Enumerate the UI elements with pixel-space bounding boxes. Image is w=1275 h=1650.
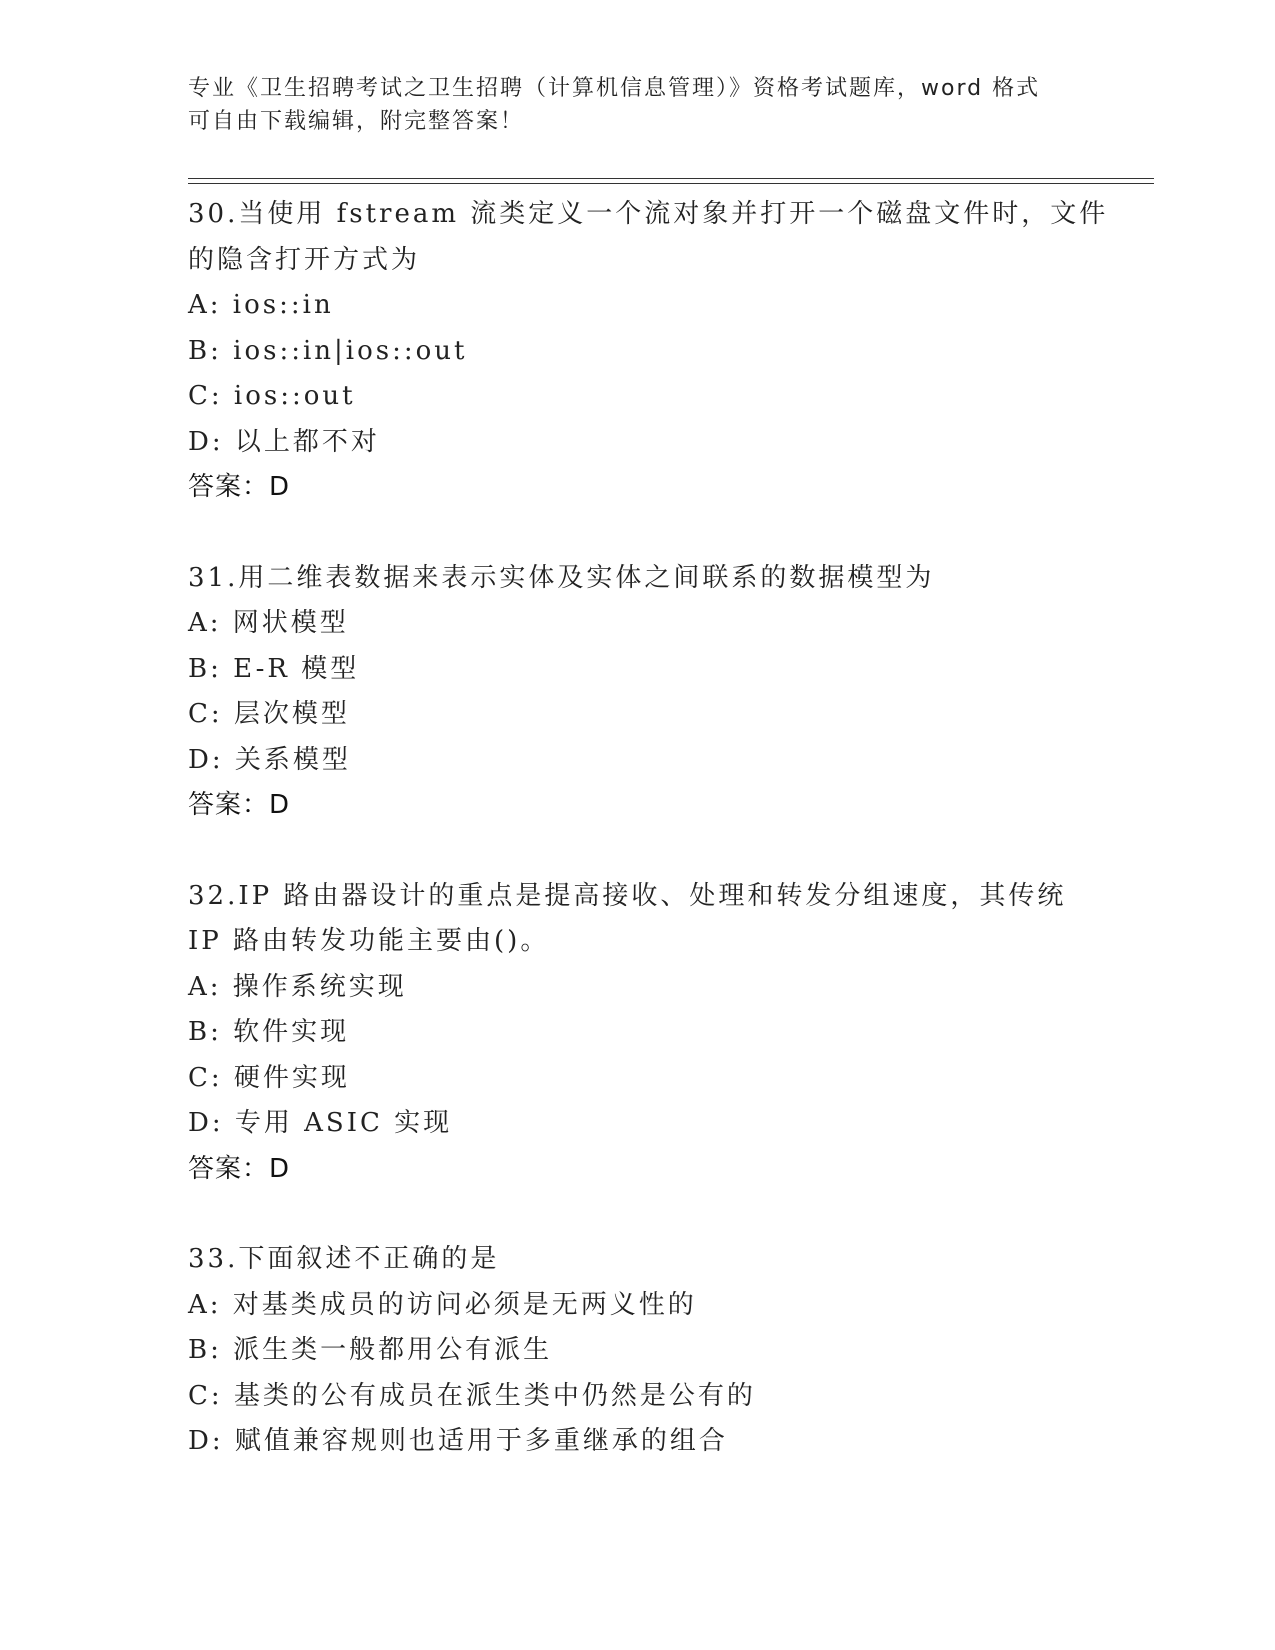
option-a: A: ios::in	[188, 290, 334, 320]
question-33	[188, 1237, 1088, 1465]
option-b: B: 软件实现	[188, 1017, 350, 1047]
question-stem-line: 32.IP 路由器设计的重点是提高接收、处理和转发分组速度，其传统	[188, 880, 1067, 911]
question-list	[188, 192, 1109, 1510]
option-b: B: E-R 模型	[188, 653, 360, 684]
question-stem-line: 30.当使用 fstream 流类定义一个流对象并打开一个磁盘文件时，文件	[188, 199, 1109, 229]
question-stem	[188, 874, 1088, 965]
header-divider-bottom	[188, 183, 1154, 184]
question-31	[188, 556, 1088, 829]
question-stem	[188, 192, 1109, 283]
question-stem-line: 的隐含打开方式为	[188, 244, 421, 275]
answer-label: 答案：D	[188, 472, 291, 502]
question-stem-line: 33.下面叙述不正确的是	[188, 1244, 500, 1274]
option-b: B: ios::in|ios::out	[188, 335, 468, 366]
option-b: B: 派生类一般都用公有派生	[188, 1335, 553, 1365]
answer-label: 答案：D	[188, 790, 291, 820]
header-line-2: 可自由下载编辑，附完整答案！	[188, 109, 525, 134]
header-divider-top	[188, 178, 1154, 179]
option-c: C: ios::out	[188, 381, 356, 411]
question-stem	[188, 556, 1088, 602]
option-d: D: 赋值兼容规则也适用于多重继承的组合	[188, 1426, 728, 1456]
question-stem-line: IP 路由转发功能主要由()。	[188, 926, 550, 956]
option-d: D: 关系模型	[188, 744, 351, 775]
option-d: D: 以上都不对	[188, 426, 380, 457]
option-c: C: 层次模型	[188, 699, 350, 729]
option-a: A: 操作系统实现	[188, 971, 407, 1002]
option-a: A: 网状模型	[188, 608, 349, 638]
option-a: A: 对基类成员的访问必须是无两义性的	[188, 1289, 697, 1320]
option-c: C: 基类的公有成员在派生类中仍然是公有的	[188, 1380, 756, 1411]
option-c: C: 硬件实现	[188, 1062, 350, 1093]
answer-label: 答案：D	[188, 1153, 291, 1184]
document-header	[188, 72, 1088, 138]
question-stem	[188, 1237, 1088, 1283]
question-30	[188, 192, 1109, 511]
question-stem-line: 31.用二维表数据来表示实体及实体之间联系的数据模型为	[188, 562, 935, 593]
question-32	[188, 874, 1088, 1193]
header-line-1: 专业《卫生招聘考试之卫生招聘（计算机信息管理）》资格考试题库，word 格式	[188, 76, 1041, 101]
option-d: D: 专用 ASIC 实现	[188, 1108, 453, 1138]
